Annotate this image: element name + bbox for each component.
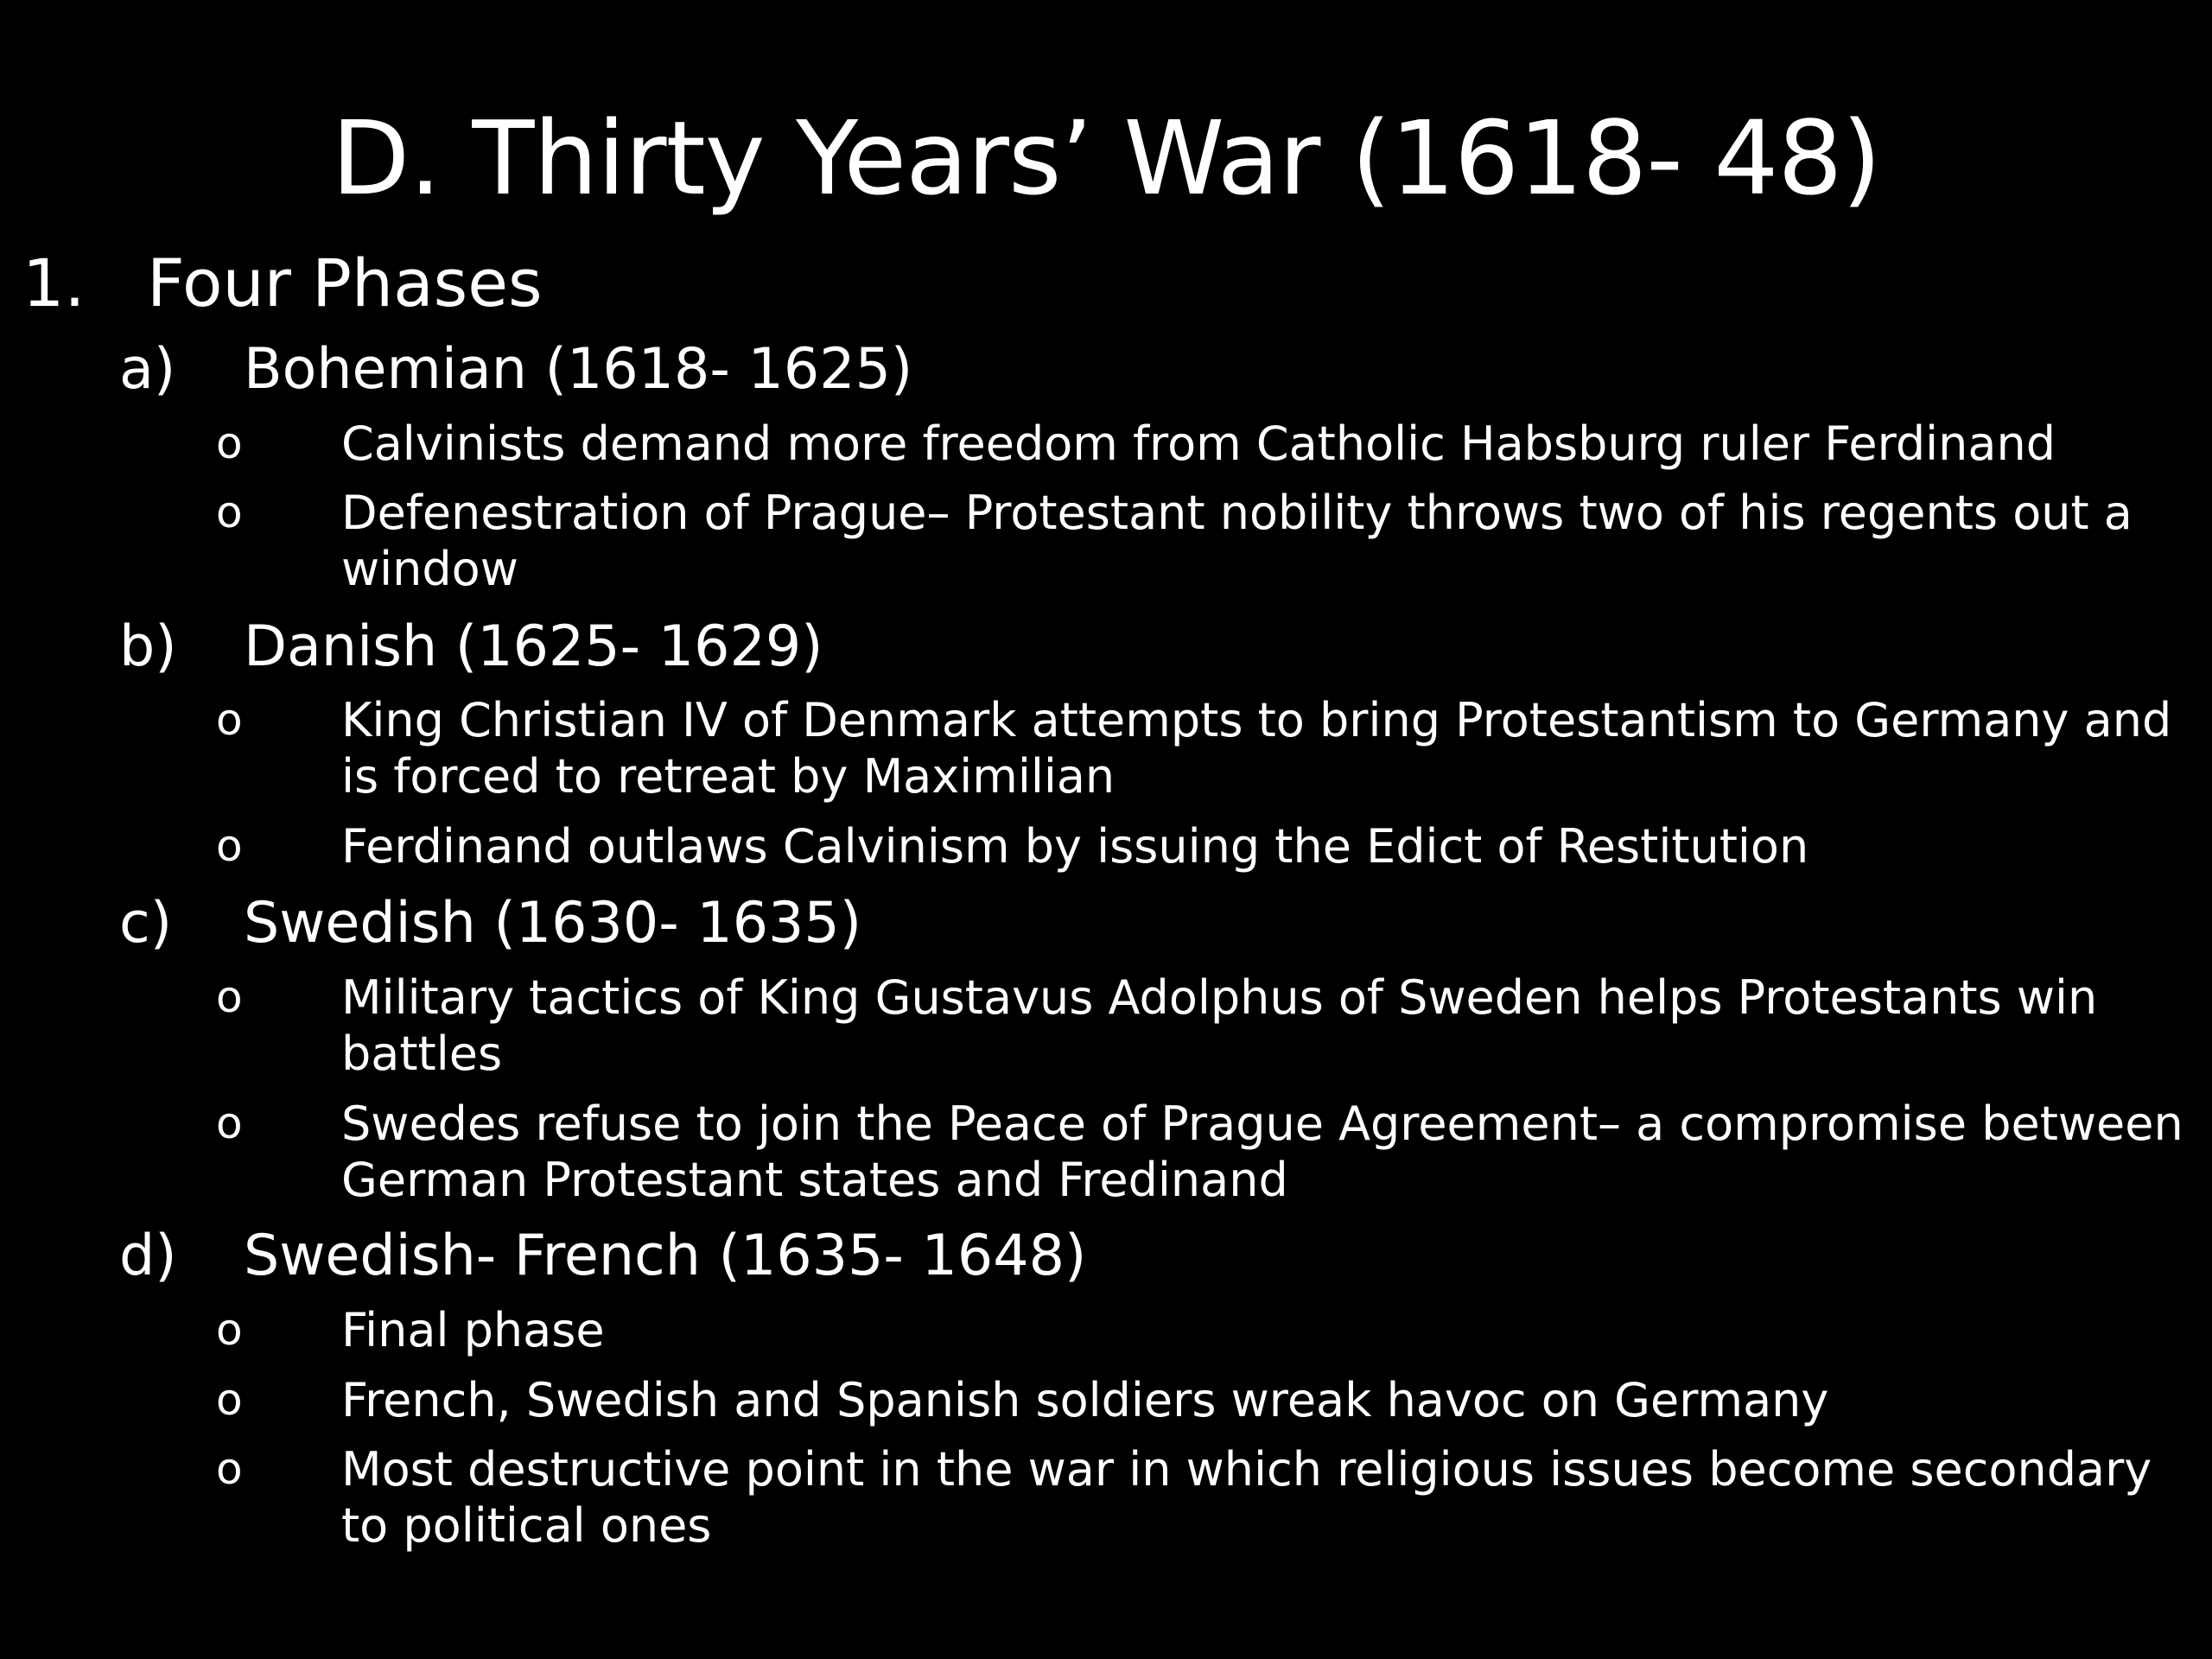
bullet-text: Defenestration of Prague– Protestant nobility throws two of his regents out a window (341, 486, 2133, 596)
phase-label: Bohemian (1618- 1625) (244, 337, 913, 402)
bullet-text: Most destructive point in the war in which religious issues become secondary to political ones (341, 1442, 2152, 1553)
bullet-text: Final phase (341, 1303, 605, 1357)
bullet-text: Calvinists demand more freedom from Catholic Habsburg ruler Ferdinand (341, 416, 2056, 471)
bullet-icon: o (216, 1098, 243, 1148)
bullet-text: King Christian IV of Denmark attempts to bring Protestantism to Germany and is forced to retreat by Maximilian (341, 693, 2172, 804)
bullet-icon: o (216, 1375, 243, 1425)
bullet-icon: o (216, 487, 243, 537)
bullet-icon: o (216, 695, 243, 745)
bullet-icon: o (216, 821, 243, 871)
phase-marker: a) (119, 337, 176, 402)
bullet-text: Swedes refuse to join the Peace of Prague Agreement– a compromise between German Protestant states and Fredinand (341, 1096, 2183, 1207)
bullet-text: Ferdinand outlaws Calvinism by issuing the Edict of Restitution (341, 819, 1809, 874)
phase-marker: d) (119, 1224, 177, 1288)
bullet-text: Military tactics of King Gustavus Adolphus of Sweden helps Protestants win battles (341, 970, 2098, 1081)
bullet-icon: o (216, 1305, 243, 1355)
heading-number: 1. (22, 245, 86, 321)
slide-title: D. Thirty Years’ War (1618- 48) (331, 99, 1881, 218)
phase-label: Danish (1625- 1629) (244, 614, 823, 679)
phase-marker: c) (119, 891, 173, 956)
phase-marker: b) (119, 614, 177, 679)
bullet-text: French, Swedish and Spanish soldiers wreak havoc on Germany (341, 1373, 1829, 1427)
phase-label: Swedish- French (1635- 1648) (244, 1224, 1087, 1288)
bullet-icon: o (216, 972, 243, 1022)
phase-label: Swedish (1630- 1635) (244, 891, 862, 956)
bullet-icon: o (216, 1444, 243, 1494)
heading-text: Four Phases (147, 245, 543, 321)
bullet-icon: o (216, 418, 243, 468)
